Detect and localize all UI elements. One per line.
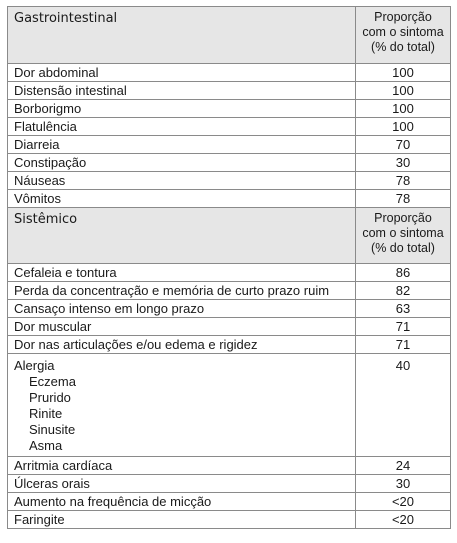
- symptom-cell: Perda da concentração e memória de curto prazo ruim: [8, 282, 356, 300]
- allergy-subitems: [14, 374, 355, 454]
- symptom-cell: Cansaço intenso em longo prazo: [8, 300, 356, 318]
- value-cell: 100: [356, 64, 451, 82]
- value-cell: 100: [356, 82, 451, 100]
- symptom-cell: Dor nas articulações e/ou edema e rigidez: [8, 336, 356, 354]
- symptom-cell: Diarreia: [8, 136, 356, 154]
- table-row-allergy: [8, 354, 451, 457]
- table-row: [8, 511, 451, 529]
- allergy-subitem: Sinusite: [29, 422, 76, 437]
- symptom-cell: Dor abdominal: [8, 64, 356, 82]
- table-row: [8, 475, 451, 493]
- table-row: [8, 136, 451, 154]
- symptom-table-body: [8, 7, 451, 529]
- table-row: [8, 264, 451, 282]
- value-cell: 63: [356, 300, 451, 318]
- value-cell: 86: [356, 264, 451, 282]
- symptom-cell: Flatulência: [8, 118, 356, 136]
- table-row: [8, 282, 451, 300]
- column-header-line: (% do total): [371, 40, 435, 54]
- allergy-subitem: Prurido: [29, 390, 71, 405]
- table-row: [8, 82, 451, 100]
- symptom-cell: Borborigmo: [8, 100, 356, 118]
- column-header-proportion: [356, 7, 451, 64]
- table-row: [8, 457, 451, 475]
- value-cell: 78: [356, 172, 451, 190]
- symptom-cell: Aumento na frequência de micção: [8, 493, 356, 511]
- section-header-systemic: [8, 208, 451, 264]
- allergy-subitem: Asma: [29, 438, 63, 453]
- table-row: [8, 64, 451, 82]
- column-header-line: (% do total): [371, 241, 435, 255]
- value-cell: 100: [356, 118, 451, 136]
- value-cell: <20: [356, 493, 451, 511]
- table-row: [8, 336, 451, 354]
- symptom-cell: Arritmia cardíaca: [8, 457, 356, 475]
- value-cell: 82: [356, 282, 451, 300]
- value-cell: 30: [356, 475, 451, 493]
- section-header-gastrointestinal: [8, 7, 451, 64]
- value-cell: 24: [356, 457, 451, 475]
- table-row: [8, 300, 451, 318]
- allergy-subitem: Eczema: [29, 374, 76, 389]
- column-header-proportion: [356, 208, 451, 264]
- allergy-subitem: Rinite: [29, 406, 63, 421]
- table-row: [8, 172, 451, 190]
- symptom-cell: [8, 354, 356, 457]
- symptom-cell: Distensão intestinal: [8, 82, 356, 100]
- table-row: [8, 100, 451, 118]
- table-row: [8, 190, 451, 208]
- symptom-cell: Vômitos: [8, 190, 356, 208]
- symptom-cell: Faringite: [8, 511, 356, 529]
- value-cell: 100: [356, 100, 451, 118]
- table-row: [8, 118, 451, 136]
- value-cell: 40: [356, 354, 451, 457]
- column-header-line: Proporção: [374, 211, 432, 225]
- column-header-line: com o sintoma: [362, 25, 444, 39]
- symptom-label: Alergia: [14, 358, 55, 373]
- value-cell: 71: [356, 336, 451, 354]
- symptom-cell: Constipação: [8, 154, 356, 172]
- section-title-systemic: Sistêmico: [8, 208, 356, 264]
- value-cell: 78: [356, 190, 451, 208]
- value-cell: 30: [356, 154, 451, 172]
- section-title-gastrointestinal: Gastrointestinal: [8, 7, 356, 64]
- symptom-cell: Dor muscular: [8, 318, 356, 336]
- value-cell: 71: [356, 318, 451, 336]
- value-cell: <20: [356, 511, 451, 529]
- column-header-line: com o sintoma: [362, 226, 444, 240]
- table-row: [8, 318, 451, 336]
- value-cell: 70: [356, 136, 451, 154]
- table-row: [8, 493, 451, 511]
- symptom-cell: Náuseas: [8, 172, 356, 190]
- symptom-cell: Úlceras orais: [8, 475, 356, 493]
- table-row: [8, 154, 451, 172]
- symptom-cell: Cefaleia e tontura: [8, 264, 356, 282]
- column-header-line: Proporção: [374, 10, 432, 24]
- symptom-table: [7, 6, 451, 529]
